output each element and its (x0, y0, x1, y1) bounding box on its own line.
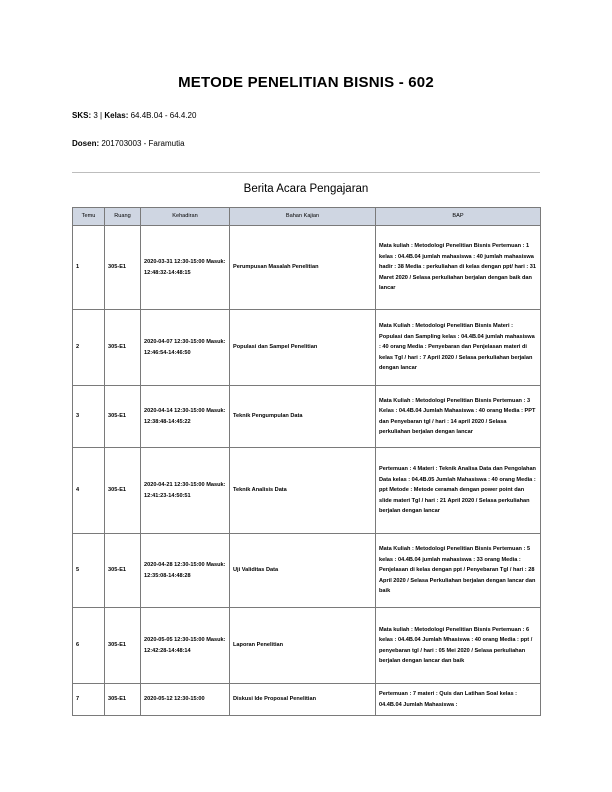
table-row (73, 534, 541, 608)
cell-ruang: 305-E1 (105, 534, 141, 608)
sks-value: 3 (93, 111, 98, 120)
cell-bap: Mata Kuliah : Metodologi Penelitian Bisnis Pertemuan : 3 Kelas : 04.4B.04 Jumlah Mahasiswa : 40 orang Media : PPT dan Penyebaran tgl / hari : 14 april 2020 / Selasa perkuliahan berjalan dengan lancar (376, 386, 541, 448)
sks-label: SKS: (72, 111, 92, 120)
dosen-label: Dosen: (72, 139, 100, 148)
divider (72, 172, 540, 173)
cell-ruang: 305-E1 (105, 310, 141, 386)
cell-ruang: 305-E1 (105, 226, 141, 310)
teaching-report-table (72, 207, 541, 716)
cell-temu: 7 (73, 684, 105, 716)
table-row (73, 310, 541, 386)
cell-kehadiran: 2020-04-28 12:30-15:00 Masuk: 12:35:08-14:48:28 (141, 534, 230, 608)
cell-ruang: 305-E1 (105, 608, 141, 684)
section-title: Berita Acara Pengajaran (243, 183, 369, 195)
dosen-value: 201703003 - Faramutia (101, 139, 185, 148)
table-row (73, 226, 541, 310)
cell-bap: Mata Kuliah : Metodologi Penelitian Bisnis Materi : Populasi dan Sampling kelas : 04.4B.04 jumlah mahasiswa : 40 orang Media : Penyebaran dan Penjelasan materi di kelas Tgl / hari : 7 April 2020 / Selasa perkuliahan berjalan dengan lancar (376, 310, 541, 386)
table-row (73, 684, 541, 716)
column-header-ruang: Ruang (105, 208, 141, 226)
cell-bap: Mata Kuliah : Metodologi Penelitian Bisnis Pertemuan : 5 kelas : 04.4B.04 jumlah mahasiswa : 33 orang Media : Penjelasan di kelas dengan ppt / Penyebaran Tgl / hari : 28 April 2020 / Selasa Perkuliahan berjalan dengan lancar dan baik (376, 534, 541, 608)
cell-bahan-kajian: Teknik Pengumpulan Data (230, 386, 376, 448)
cell-bap: Mata kuliah : Metodologi Penelitian Bisnis Pertemuan : 6 kelas : 04.4B.04 Jumlah Mhasiswa : 40 orang Media : ppt / penyebaran tgl / hari : 05 Mei 2020 / Selasa perkuliahan berjalan dengan lancar dan baik (376, 608, 541, 684)
kelas-value: 64.4B.04 - 64.4.20 (130, 111, 197, 120)
cell-ruang: 305-E1 (105, 684, 141, 716)
cell-bahan-kajian: Laporan Penelitian (230, 608, 376, 684)
cell-kehadiran: 2020-05-05 12:30-15:00 Masuk: 12:42:28-14:48:14 (141, 608, 230, 684)
cell-bahan-kajian: Populasi dan Sampel Penelitian (230, 310, 376, 386)
cell-temu: 1 (73, 226, 105, 310)
table-row (73, 386, 541, 448)
cell-ruang: 305-E1 (105, 386, 141, 448)
column-header-bahan-kajian: Bahan Kajian (230, 208, 376, 226)
separator: | (100, 111, 103, 120)
table-row (73, 608, 541, 684)
table-row (73, 448, 541, 534)
page-title: METODE PENELITIAN BISNIS - 602 (178, 74, 434, 91)
cell-ruang: 305-E1 (105, 448, 141, 534)
cell-temu: 6 (73, 608, 105, 684)
dosen-line (72, 139, 185, 148)
cell-bahan-kajian: Teknik Analisis Data (230, 448, 376, 534)
column-header-kehadiran: Kehadiran (141, 208, 230, 226)
cell-bap: Mata kuliah : Metodologi Penelitian Bisnis Pertemuan : 1 kelas : 04.4B.04 jumlah mahasiswa : 40 jumlah mahasiswa hadir : 38 Media : perkuliahan di kelas dengan ppt/ hari : 31 Maret 2020 / Selasa perkuliahan berjalan dengan baik dan lancar (376, 226, 541, 310)
cell-temu: 2 (73, 310, 105, 386)
cell-bap: Pertemuan : 7 materi : Quis dan Latihan Soal kelas : 04.4B.04 Jumlah Mahasiswa : (376, 684, 541, 716)
cell-temu: 3 (73, 386, 105, 448)
course-meta-line (72, 111, 196, 120)
cell-kehadiran: 2020-05-12 12:30-15:00 (141, 684, 230, 716)
cell-bap: Pertemuan : 4 Materi : Teknik Analisa Data dan Pengolahan Data kelas : 04.4B.05 Jumlah Mahasiswa : 40 orang Media : ppt Metode : Metode ceramah dengan power point dan slide materi Tgl / hari : 21 April 2020 / Selasa perkuliahan berjalan dengan lancar (376, 448, 541, 534)
cell-kehadiran: 2020-04-07 12:30-15:00 Masuk: 12:46:54-14:46:50 (141, 310, 230, 386)
cell-kehadiran: 2020-04-21 12:30-15:00 Masuk: 12:41:23-14:50:51 (141, 448, 230, 534)
cell-temu: 5 (73, 534, 105, 608)
kelas-label: Kelas: (104, 111, 129, 120)
cell-temu: 4 (73, 448, 105, 534)
column-header-temu: Temu (73, 208, 105, 226)
column-header-bap: BAP (376, 208, 541, 226)
cell-bahan-kajian: Diskusi Ide Proposal Penelitian (230, 684, 376, 716)
cell-kehadiran: 2020-03-31 12:30-15:00 Masuk: 12:48:32-14:48:15 (141, 226, 230, 310)
cell-bahan-kajian: Perumpusan Masalah Penelitian (230, 226, 376, 310)
cell-kehadiran: 2020-04-14 12:30-15:00 Masuk: 12:38:48-14:45:22 (141, 386, 230, 448)
cell-bahan-kajian: Uji Validitas Data (230, 534, 376, 608)
table-header-row (73, 208, 541, 226)
